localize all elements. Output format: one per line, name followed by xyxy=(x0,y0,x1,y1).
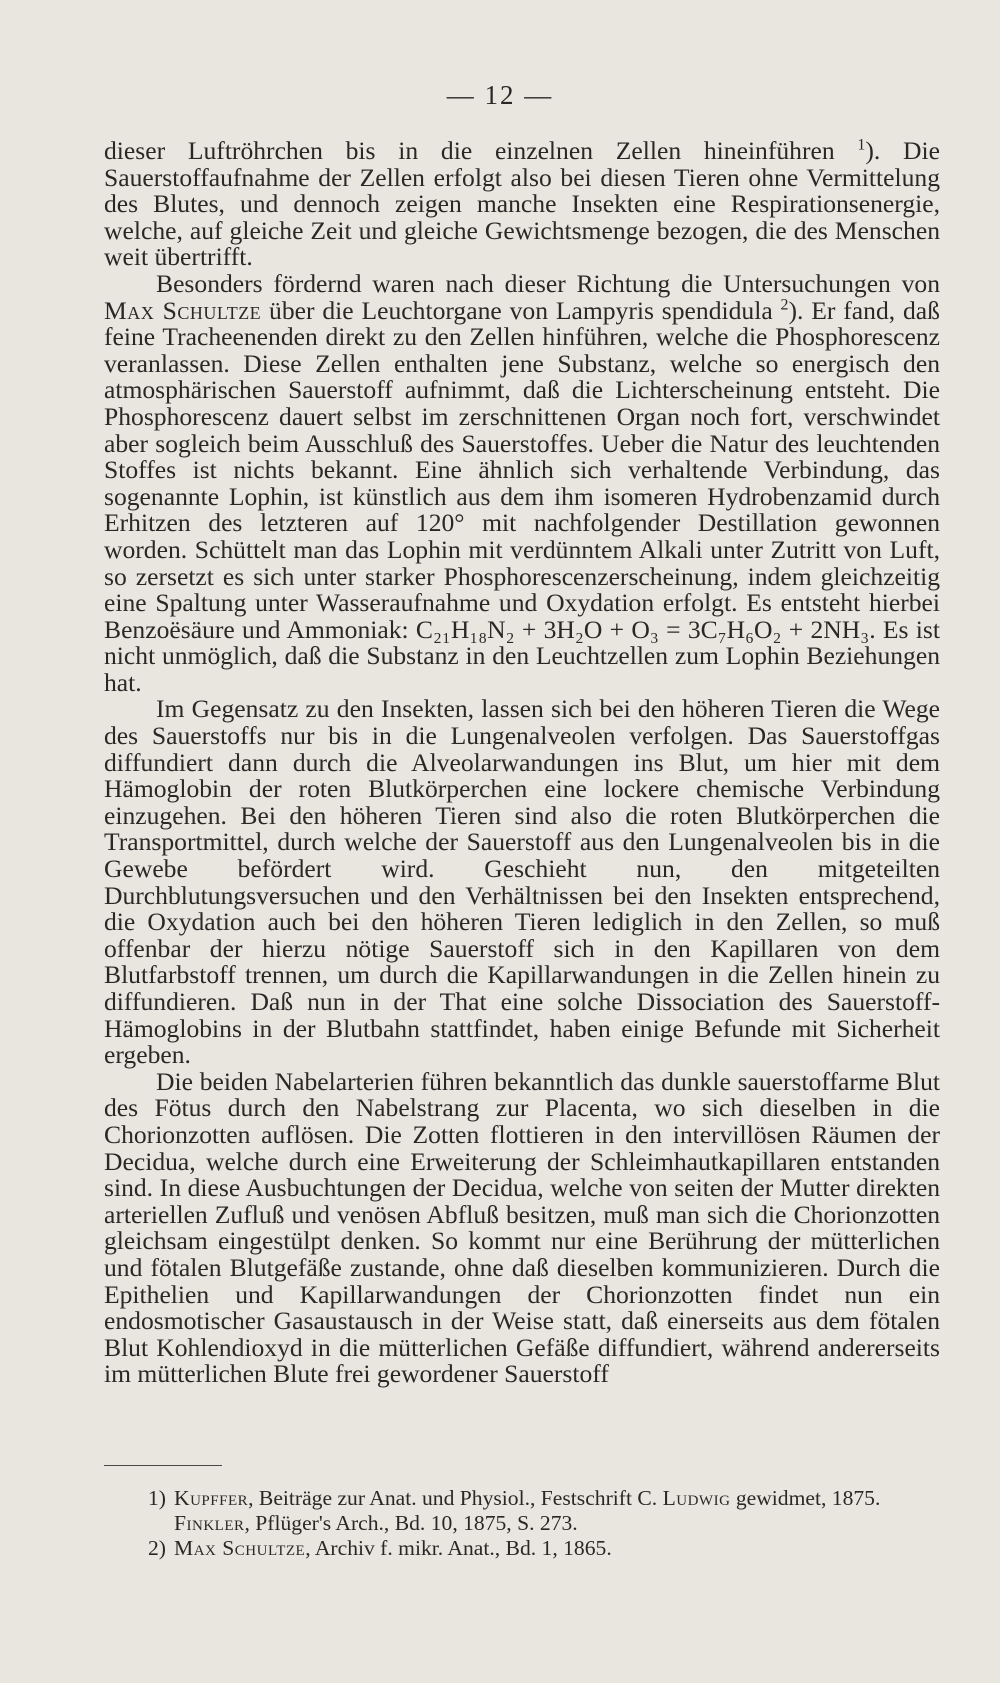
footnote-1 xyxy=(104,1486,940,1536)
footnote-author: Ludwig xyxy=(662,1486,731,1510)
paragraph-2-mid: über die Leuchtorgane von Lampyris spendidula xyxy=(269,295,773,325)
footnote-divider xyxy=(104,1465,222,1466)
footnotes xyxy=(104,1486,940,1561)
main-text xyxy=(104,138,940,1388)
footnote-ref-2: 2 xyxy=(780,296,789,314)
paragraph-2-start: Besonders fördernd waren nach dieser Richtung die Untersuchungen von xyxy=(156,268,940,298)
footnote-author: Max Schultze xyxy=(174,1536,306,1560)
paragraph-2 xyxy=(104,268,940,697)
footnote-ref-1: 1 xyxy=(857,136,866,154)
paragraph-2-end: ). Er fand, daß feine Tracheenenden direkt zu den Zellen hinführen, welche die Phosphorescenz veranlassen. Diese Zellen enthalten jene Substanz, welche so energisch den atmosphärischen Sauerstoff aufnimmt, daß die Lichterscheinung entsteht. Die Phosphorescenz dauert selbst im zerschnittenen Organ noch fort, verschwindet aber sogleich beim Ausschluß des Sauerstoffes. Ueber die Natur des leuchtenden Stoffes ist nichts bekannt. Eine ähnlich sich verhaltende Verbindung, das sogenannte Lophin, ist künstlich aus dem ihm isomeren Hydrobenzamid durch Erhitzen des letzteren auf 120° mit nachfolgender Destillation gewonnen worden. Schüttelt man das Lophin mit verdünntem Alkali unter Zutritt von Luft, so zersetzt es sich unter starker Phosphorescenzerscheinung, indem gleichzeitig eine Spaltung unter Wasseraufnahme und Oxydation erfolgt. Es entsteht hierbei Benzoësäure und Ammoniak: C₂₁H₁₈N₂ + 3H₂O + O₃ = 3C₇H₆O₂ + 2NH₃. Es ist nicht unmöglich, daß die Substanz in den Leuchtzellen zum Lophin Beziehungen hat. xyxy=(104,295,940,697)
footnote-number: 2) xyxy=(148,1536,166,1560)
author-name: Max Schultze xyxy=(104,295,262,325)
footnote-2 xyxy=(104,1536,940,1561)
paragraph-1 xyxy=(104,138,940,271)
footnote-text: , Beiträge zur Anat. und Physiol., Festschrift C. xyxy=(248,1486,658,1510)
footnote-text: gewidmet, 1875. xyxy=(735,1486,881,1510)
footnote-author: Finkler xyxy=(174,1511,245,1535)
footnote-text: , Pflüger's Arch., Bd. 10, 1875, S. 273. xyxy=(244,1511,578,1535)
footnote-author: Kupffer xyxy=(174,1486,249,1510)
footnote-text: , Archiv f. mikr. Anat., Bd. 1, 1865. xyxy=(305,1536,612,1560)
page-number: — 12 — xyxy=(446,80,554,110)
paragraph-1-text: dieser Luftröhrchen bis in die einzelnen Zellen hineinführen xyxy=(104,136,835,165)
footnote-number: 1) xyxy=(148,1486,166,1510)
paragraph-3: Im Gegensatz zu den Insekten, lassen sich bei den höheren Tieren die Wege des Sauerstoffs nur bis in die Lungenalveolen verfolgen. Das Sauerstoffgas diffundiert dann durch die Alveolarwandungen ins Blut, um hier mit dem Hämoglobin der roten Blutkörperchen eine lockere chemische Verbindung einzugehen. Bei den höheren Tieren sind also die roten Blutkörperchen die Transportmittel, durch welche der Sauerstoff aus den Lungenalveolen bis in die Gewebe befördert wird. Geschieht nun, den mitgeteilten Durchblutungsversuchen und den Verhältnissen bei den Insekten entsprechend, die Oxydation auch bei den höheren Tieren lediglich in den Zellen, so muß offenbar der hierzu nötige Sauerstoff sich in den Kapillaren von dem Blutfarbstoff trennen, um durch die Kapillarwandungen in die Zellen hinein zu diffundieren. Daß nun in der That eine solche Dissociation des Sauerstoff-Hämoglobins in der Blutbahn stattfindet, haben einige Befunde mit Sicherheit ergeben. xyxy=(104,694,940,1070)
paragraph-4: Die beiden Nabelarterien führen bekanntlich das dunkle sauerstoffarme Blut des Fötus durch den Nabelstrang zur Placenta, wo sich dieselben in die Chorionzotten auflösen. Die Zotten flottieren in den intervillösen Räumen der Decidua, welche durch eine Erweiterung der Schleimhautkapillaren entstanden sind. In diese Ausbuchtungen der Decidua, welche von seiten der Mutter direkten arteriellen Zufluß und venösen Abfluß besitzen, muß man sich die Chorionzotten gleichsam eingestülpt denken. So kommt nur eine Berührung der mütterlichen und fötalen Blutgefäße zustande, ohne daß dieselben kommunizieren. Durch die Epithelien und Kapillarwandungen der Chorionzotten findet nun ein endosmotischer Gasaustausch in der Weise statt, daß einerseits aus dem fötalen Blut Kohlendioxyd in die mütterlichen Gefäße diffundiert, während andererseits im mütterlichen Blute frei gewordener Sauerstoff xyxy=(104,1066,940,1389)
paragraph-1-end: ). Die Sauerstoffaufnahme der Zellen erfolgt also bei diesen Tieren ohne Vermittelung des Blutes, und dennoch zeigen manche Insekten eine Respirationsenergie, welche, auf gleiche Zeit und gleiche Gewichtsmenge bezogen, die des Menschen weit übertrifft. xyxy=(104,136,940,272)
